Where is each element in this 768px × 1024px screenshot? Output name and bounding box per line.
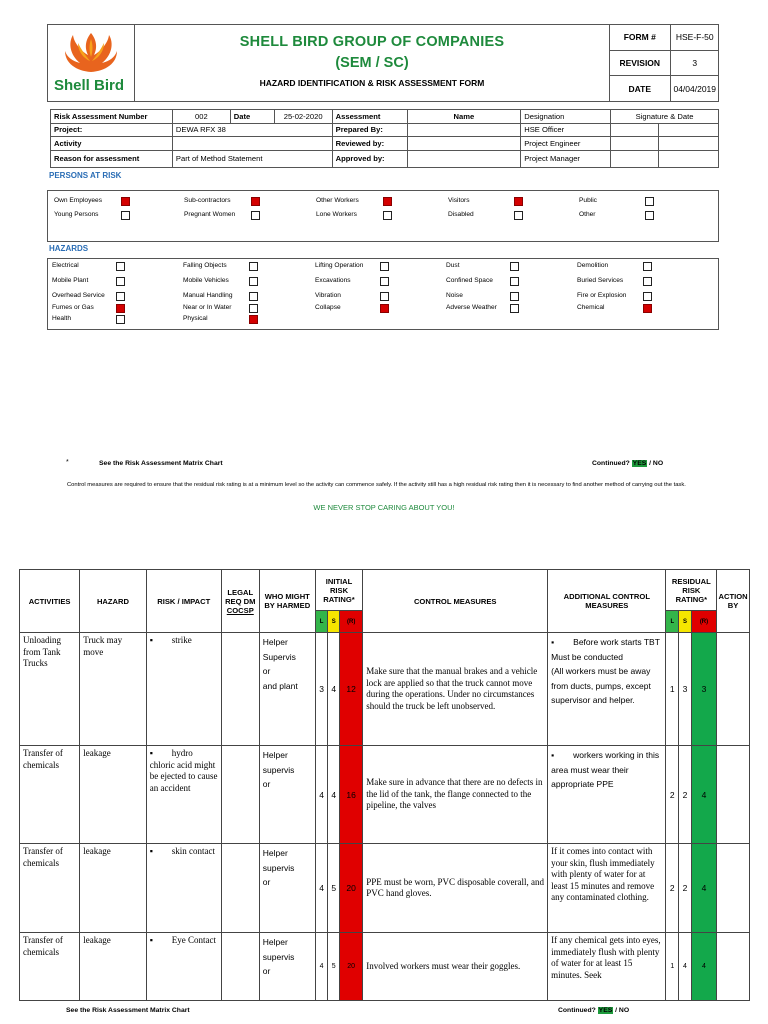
- cell-hazard: [80, 844, 147, 933]
- note-star: *: [66, 459, 69, 466]
- cell-additional: [548, 633, 666, 746]
- cell-activity: [20, 844, 80, 933]
- cell-activity-text: Unloading from Tank Trucks: [23, 635, 61, 668]
- cell-activity-text: Transfer of chemicals: [23, 846, 63, 868]
- cell-initial-s-text: 4: [331, 789, 337, 800]
- col-legal: [221, 570, 259, 633]
- signature-label: Signature & Date: [611, 110, 719, 124]
- checkbox-label: Demolition: [577, 262, 609, 269]
- bullet-icon: ▪: [149, 846, 153, 856]
- checkbox[interactable]: [116, 262, 125, 271]
- footer-yes[interactable]: YES: [598, 1007, 613, 1014]
- cell-residual-s: [679, 746, 692, 844]
- cell-legal: [221, 933, 259, 1001]
- cell-initial-r-text: 12: [346, 684, 356, 694]
- cell-initial-l: [315, 844, 328, 933]
- cell-activity: [20, 746, 80, 844]
- ra-number: 002: [172, 110, 230, 124]
- continued-question: [592, 460, 663, 467]
- checkbox-label: Mobile Vehicles: [183, 277, 229, 284]
- cell-residual-l: [666, 746, 679, 844]
- cell-residual-s-text: 4: [683, 963, 687, 970]
- checkbox[interactable]: [510, 262, 519, 271]
- checkbox[interactable]: [510, 277, 519, 286]
- sign-2[interactable]: [611, 137, 659, 151]
- checkbox-label: Confined Space: [446, 277, 493, 284]
- cell-who: [259, 933, 315, 1001]
- col-activities: ACTIVITIES: [20, 570, 80, 633]
- cell-residual-l-text: 2: [669, 883, 675, 893]
- cell-residual-s: [679, 933, 692, 1001]
- bullet-icon: ▪: [551, 637, 555, 647]
- bullet-icon: ▪: [149, 748, 153, 758]
- form-date: 04/04/2019: [673, 83, 717, 94]
- control-note: Control measures are required to ensure that the residual risk rating is at a minimum level so the activity can commence safely. If the activity still has a high residual risk rating then it is necessary to find another method of carrying out the task.: [67, 482, 686, 488]
- checkbox-label: Electrical: [52, 262, 79, 269]
- designation-label: Designation: [521, 110, 611, 124]
- bullet-icon: ▪: [149, 935, 153, 945]
- date-label: DATE: [610, 76, 670, 101]
- designation-engineer: Project Engineer: [521, 137, 611, 151]
- form-number-label: FORM #: [610, 25, 670, 50]
- cell-residual-s: [679, 633, 692, 746]
- cell-control-text: Involved workers must wear their goggles.: [366, 960, 521, 971]
- cell-initial-r: [340, 844, 363, 933]
- revision-label: REVISION: [610, 50, 670, 75]
- form-header: [47, 24, 719, 102]
- cell-initial-s: [328, 746, 340, 844]
- cell-risk-text: skin contact: [171, 846, 215, 856]
- company-logo: [48, 25, 135, 101]
- col-risk: RISK / IMPACT: [146, 570, 221, 633]
- checkbox[interactable]: [383, 211, 392, 220]
- continued-yes[interactable]: YES: [632, 460, 647, 467]
- date-1[interactable]: [659, 123, 719, 137]
- checkbox-label: Dust: [446, 262, 460, 269]
- company-name: SHELL BIRD GROUP OF COMPANIES: [239, 34, 505, 50]
- checkbox[interactable]: [116, 315, 125, 324]
- approved-by-name[interactable]: [407, 150, 521, 167]
- cell-residual-l-text: 1: [670, 963, 675, 970]
- cell-residual-r-text: 4: [701, 789, 707, 800]
- col-residual: RESIDUAL RISK RATING*: [666, 570, 717, 611]
- checkbox-label: Excavations: [315, 277, 351, 284]
- designation-manager: Project Manager: [521, 150, 611, 167]
- reason-label: Reason for assessment: [51, 150, 173, 167]
- checkbox-label: Visitors: [448, 197, 470, 204]
- checkbox[interactable]: [249, 315, 258, 324]
- cell-risk-text: Eye Contact: [171, 935, 216, 945]
- cell-control: [363, 844, 548, 933]
- cell-risk-text: strike: [171, 635, 192, 645]
- cell-initial-s-text: 5: [331, 963, 336, 970]
- cell-control-text: PPE must be worn, PVC disposable coverall, and PVC hand gloves.: [366, 876, 545, 898]
- table-row: [20, 746, 750, 844]
- footer-matrix-ref: See the Risk Assessment Matrix Chart: [66, 1007, 190, 1014]
- col-hazard: HAZARD: [80, 570, 147, 633]
- checkbox-label: Fire or Explosion: [577, 292, 627, 299]
- cell-who-text: Helper supervis or: [262, 937, 295, 976]
- cell-initial-l-text: 4: [319, 883, 324, 893]
- checkbox-label: Health: [52, 315, 72, 322]
- cell-who-text: Helper supervis or: [262, 750, 295, 789]
- checkbox-label: Vibration: [315, 292, 341, 299]
- cell-additional: [548, 746, 666, 844]
- footer-continued-label: Continued?: [558, 1007, 596, 1014]
- cell-initial-r: [340, 633, 363, 746]
- cell-hazard: [80, 746, 147, 844]
- cell-initial-l: [315, 633, 328, 746]
- approved-by-label: Approved by:: [332, 150, 407, 167]
- cell-initial-r-text: 20: [346, 883, 356, 893]
- cell-additional: [548, 844, 666, 933]
- checkbox[interactable]: [249, 262, 258, 271]
- checkbox[interactable]: [121, 197, 130, 206]
- sign-3[interactable]: [611, 150, 659, 167]
- cell-activity-text: Transfer of chemicals: [23, 748, 63, 770]
- checkbox[interactable]: [251, 197, 260, 206]
- risk-assessment-table: [19, 569, 750, 1001]
- cell-initial-s: [328, 844, 340, 933]
- checkbox-label: Chemical: [577, 304, 605, 311]
- checkbox-label: Sub-contractors: [184, 197, 231, 204]
- checkbox[interactable]: [645, 211, 654, 220]
- continued-no[interactable]: / NO: [649, 460, 664, 467]
- cell-initial-s-text: 5: [331, 883, 337, 893]
- cell-initial-r: [340, 933, 363, 1001]
- bullet-icon: ▪: [149, 635, 153, 645]
- cell-residual-s-text: 3: [682, 684, 688, 694]
- checkbox-label: Buried Services: [577, 277, 624, 284]
- cell-residual-l-text: 1: [669, 684, 675, 694]
- cell-control-text: Make sure in advance that there are no defects in the lid of the tank, the flange connected to the pipeline, the valves: [366, 777, 543, 811]
- cell-initial-l: [315, 746, 328, 844]
- cell-residual-s-text: 2: [682, 789, 688, 800]
- checkbox-label: Other Workers: [316, 197, 359, 204]
- checkbox-label: Mobile Plant: [52, 277, 89, 284]
- revision-value: 3: [670, 50, 719, 75]
- cell-who-text: Helper Supervis or and plant: [262, 637, 298, 691]
- cell-action: [717, 746, 750, 844]
- checkbox-label: Adverse Weather: [446, 304, 497, 311]
- cell-residual-r: [691, 746, 716, 844]
- checkbox[interactable]: [380, 262, 389, 271]
- cell-hazard-text: leakage: [83, 935, 111, 945]
- checkbox[interactable]: [510, 292, 519, 301]
- checkbox[interactable]: [383, 197, 392, 206]
- checkbox[interactable]: [514, 211, 523, 220]
- cell-residual-r: [691, 633, 716, 746]
- activity-value[interactable]: [172, 137, 332, 151]
- reason-value: Part of Method Statement: [172, 150, 332, 167]
- cell-hazard-text: leakage: [83, 846, 111, 856]
- cell-control: [363, 933, 548, 1001]
- checkbox-label: Physical: [183, 315, 208, 322]
- cell-activity-text: Transfer of chemicals: [23, 935, 63, 957]
- cell-residual-s-text: 2: [682, 883, 688, 893]
- reviewed-by-label: Reviewed by:: [332, 137, 407, 151]
- company-subtitle: (SEM / SC): [335, 55, 409, 71]
- checkbox[interactable]: [645, 197, 654, 206]
- col-who: WHO MIGHT BY HARMED: [259, 570, 315, 633]
- cell-action: [717, 633, 750, 746]
- date-3[interactable]: [659, 150, 719, 167]
- form-meta: [610, 25, 720, 101]
- cell-residual-r-text: 4: [702, 963, 706, 970]
- checkbox[interactable]: [249, 292, 258, 301]
- project-value: DEWA RFX 38: [172, 123, 332, 137]
- cell-initial-r-text: 16: [346, 789, 356, 800]
- cell-additional-text: If any chemical gets into eyes, immediately flush with plenty of water for at least 15 minutes. Seek: [551, 935, 661, 980]
- cell-legal: [221, 746, 259, 844]
- activity-label: Activity: [51, 137, 173, 151]
- initial-s: S: [328, 611, 340, 633]
- checkbox-label: Near or In Water: [183, 304, 232, 311]
- prepared-by-name[interactable]: [407, 123, 521, 137]
- prepared-by-label: Prepared By:: [332, 123, 407, 137]
- designation-hse: HSE Officer: [521, 123, 611, 137]
- cell-initial-r-text: 20: [347, 963, 356, 970]
- cell-hazard-text: leakage: [83, 748, 111, 758]
- col-legal-text: LEGAL REQ DM: [225, 587, 256, 606]
- cell-control: [363, 633, 548, 746]
- assessment-info: [50, 109, 719, 168]
- cell-action: [717, 844, 750, 933]
- cell-activity: [20, 933, 80, 1001]
- cell-residual-s: [679, 844, 692, 933]
- checkbox-label: Pregnant Women: [184, 211, 236, 218]
- table-row: [20, 844, 750, 933]
- cell-additional: [548, 933, 666, 1001]
- cell-risk: [146, 844, 221, 933]
- footer-no[interactable]: / NO: [615, 1007, 630, 1014]
- checkbox[interactable]: [514, 197, 523, 206]
- checkbox-label: Falling Objects: [183, 262, 227, 269]
- checkbox-label: Disabled: [448, 211, 474, 218]
- table-row: [20, 633, 750, 746]
- checkbox[interactable]: [116, 277, 125, 286]
- col-legal-cocsp: COCSP: [226, 605, 254, 615]
- continued-label: Continued?: [592, 460, 630, 467]
- checkbox-label: Fumes or Gas: [52, 304, 94, 311]
- reviewed-by-name[interactable]: [407, 137, 521, 151]
- residual-l: L: [666, 611, 679, 633]
- cell-residual-r: [691, 933, 716, 1001]
- checkbox[interactable]: [643, 262, 652, 271]
- residual-s: S: [679, 611, 692, 633]
- checkbox[interactable]: [249, 277, 258, 286]
- cell-risk: [146, 933, 221, 1001]
- checkbox-label: Own Employees: [54, 197, 103, 204]
- cell-additional-text: Before work starts TBT Must be conducted (All workers must be away from ducts, pumps, except supervisor and helper.: [551, 637, 660, 705]
- checkbox-label: Manual Handling: [183, 292, 233, 299]
- checkbox[interactable]: [643, 292, 652, 301]
- checkbox[interactable]: [510, 304, 519, 313]
- phoenix-logo-icon: [48, 25, 135, 77]
- header-titles: [135, 25, 610, 101]
- checkbox-label: Young Persons: [54, 211, 99, 218]
- assessment-label: Assessment: [332, 110, 407, 124]
- cell-risk: [146, 746, 221, 844]
- cell-control-text: Make sure that the manual brakes and a vehicle lock are applied so that the truck cannot move during the operations. Under no circumstances should the truck be left unobserved.: [366, 666, 538, 711]
- checkbox-label: Collapse: [315, 304, 341, 311]
- cell-initial-l-text: 4: [319, 789, 324, 800]
- info-date: 25-02-2020: [274, 110, 332, 124]
- ra-number-label: Risk Assessment Number: [51, 110, 173, 124]
- cell-residual-r-text: 3: [701, 684, 707, 694]
- cell-initial-s-text: 4: [331, 684, 337, 694]
- residual-r: (R): [691, 611, 716, 633]
- initial-r: (R): [340, 611, 363, 633]
- checkbox[interactable]: [380, 292, 389, 301]
- cell-who: [259, 844, 315, 933]
- form-number: HSE-F-50: [670, 25, 719, 50]
- checkbox-label: Public: [579, 197, 597, 204]
- footer-continued: [558, 1007, 629, 1014]
- checkbox[interactable]: [380, 304, 389, 313]
- bullet-icon: ▪: [551, 750, 555, 760]
- cell-action: [717, 933, 750, 1001]
- cell-residual-l: [666, 633, 679, 746]
- checkbox[interactable]: [116, 292, 125, 301]
- table-row: [20, 933, 750, 1001]
- checkbox[interactable]: [121, 211, 130, 220]
- col-initial: INITIAL RISK RATING*: [315, 570, 363, 611]
- date-2[interactable]: [659, 137, 719, 151]
- slogan: WE NEVER STOP CARING ABOUT YOU!: [313, 503, 455, 512]
- cell-residual-l-text: 2: [669, 789, 675, 800]
- form-title: HAZARD IDENTIFICATION & RISK ASSESSMENT FORM: [259, 78, 485, 88]
- col-action: ACTION BY: [717, 570, 750, 633]
- project-label: Project:: [51, 123, 173, 137]
- cell-initial-l: [315, 933, 328, 1001]
- sign-1[interactable]: [611, 123, 659, 137]
- cell-hazard: [80, 933, 147, 1001]
- col-additional: ADDITIONAL CONTROL MEASURES: [548, 570, 666, 633]
- cell-who: [259, 746, 315, 844]
- cell-additional-text: workers working in this area must wear their appropriate PPE: [551, 750, 660, 789]
- cell-hazard: [80, 633, 147, 746]
- name-label: Name: [407, 110, 521, 124]
- cell-who-text: Helper supervis or: [262, 848, 295, 887]
- checkbox[interactable]: [249, 304, 258, 313]
- matrix-ref: See the Risk Assessment Matrix Chart: [99, 460, 223, 467]
- checkbox-label: Noise: [446, 292, 463, 299]
- cell-initial-l-text: 4: [319, 963, 324, 970]
- initial-l: L: [315, 611, 328, 633]
- checkbox-label: Lifting Operation: [315, 262, 364, 269]
- info-date-label: Date: [230, 110, 274, 124]
- checkbox[interactable]: [116, 304, 125, 313]
- hazards-title: HAZARDS: [49, 244, 89, 253]
- cell-risk-text: hydro chloric acid might be ejected to cause an accident: [149, 748, 218, 793]
- checkbox-label: Other: [579, 211, 596, 218]
- persons-at-risk-title: PERSONS AT RISK: [49, 171, 122, 180]
- cell-control: [363, 746, 548, 844]
- cell-initial-l-text: 3: [319, 684, 324, 694]
- cell-activity: [20, 633, 80, 746]
- cell-who: [259, 633, 315, 746]
- cell-residual-l: [666, 844, 679, 933]
- col-control: CONTROL MEASURES: [363, 570, 548, 633]
- cell-residual-r-text: 4: [701, 883, 707, 893]
- cell-initial-r: [340, 746, 363, 844]
- cell-legal: [221, 844, 259, 933]
- checkbox[interactable]: [643, 277, 652, 286]
- logo-text: Shell Bird: [54, 77, 125, 94]
- cell-additional-text: If it comes into contact with your skin, flush immediately with plenty of water for at least 15 minutes and remove any contaminated clothing.: [551, 846, 655, 902]
- checkbox-label: Lone Workers: [316, 211, 357, 218]
- cell-initial-s: [328, 933, 340, 1001]
- cell-legal: [221, 633, 259, 746]
- cell-residual-r: [691, 844, 716, 933]
- cell-initial-s: [328, 633, 340, 746]
- cell-risk: [146, 633, 221, 746]
- checkbox[interactable]: [251, 211, 260, 220]
- checkbox-label: Overhead Service: [52, 292, 105, 299]
- checkbox[interactable]: [380, 277, 389, 286]
- cell-hazard-text: Truck may move: [83, 635, 123, 657]
- checkbox[interactable]: [643, 304, 652, 313]
- cell-residual-l: [666, 933, 679, 1001]
